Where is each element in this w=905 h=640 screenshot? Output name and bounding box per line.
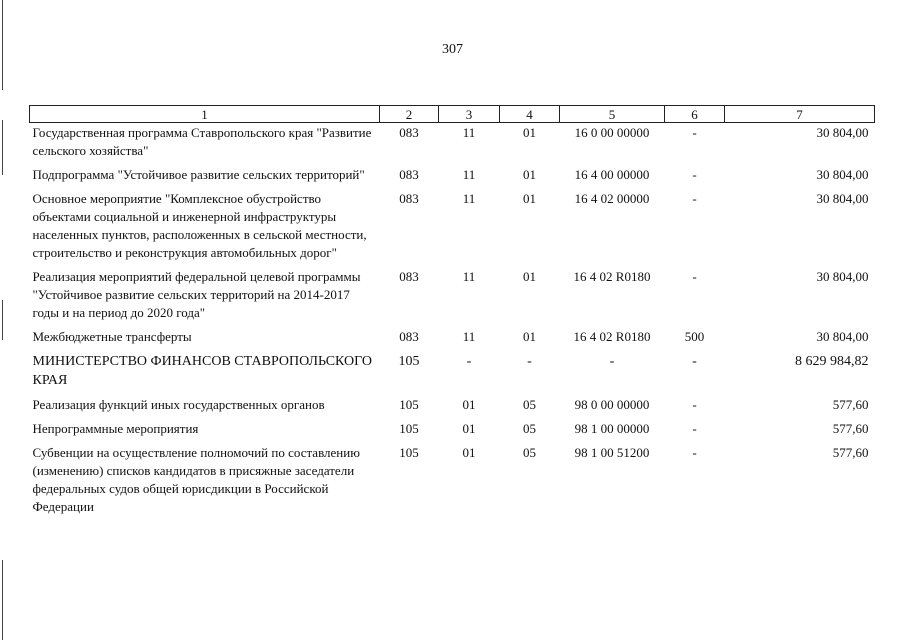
table-row bbox=[30, 443, 875, 521]
department-code: 105 bbox=[399, 421, 419, 436]
subsection-code: - bbox=[527, 354, 532, 369]
target-article-code: 98 1 00 51200 bbox=[574, 445, 650, 460]
section-code: 01 bbox=[462, 445, 476, 460]
department-code: 105 bbox=[399, 445, 419, 460]
subsection-code: 01 bbox=[523, 125, 536, 140]
item-name: Непрограммные мероприятия bbox=[32, 421, 199, 436]
department-code: 083 bbox=[399, 167, 419, 182]
department-code: 083 bbox=[399, 329, 419, 344]
column-header: 6 bbox=[665, 106, 725, 123]
table-row bbox=[30, 165, 875, 189]
target-article-code: 98 0 00 00000 bbox=[574, 397, 650, 412]
item-name: Подпрограмма "Устойчивое развитие сельских территорий" bbox=[32, 167, 365, 182]
subsection-code: 01 bbox=[523, 167, 536, 182]
subsection-code: 05 bbox=[523, 445, 536, 460]
department-code: 083 bbox=[399, 125, 419, 140]
column-header: 1 bbox=[30, 106, 380, 123]
column-header: 2 bbox=[380, 106, 439, 123]
table-row bbox=[30, 351, 875, 395]
table-row bbox=[30, 189, 875, 267]
amount: 30 804,00 bbox=[816, 191, 869, 206]
scan-edge-line bbox=[2, 120, 3, 175]
section-code: 11 bbox=[462, 167, 476, 182]
page-number: 307 bbox=[442, 42, 463, 57]
column-header: 3 bbox=[439, 106, 500, 123]
item-name: Межбюджетные трансферты bbox=[32, 329, 192, 344]
subsection-code: 05 bbox=[523, 421, 536, 436]
item-name: Основное мероприятие "Комплексное обустройство объектами социальной и инженерной инфраструктуры населенных пунктов, расположенных в сельской местности, строительство и реконструкция автомобильных дорог" bbox=[32, 191, 367, 260]
item-name: Реализация функций иных государственных органов bbox=[32, 397, 325, 412]
item-name: Субвенции на осуществление полномочий по составлению (изменению) списков кандидатов в присяжные заседатели федеральных судов общей юрисдикции в Российской Федерации bbox=[32, 445, 360, 514]
budget-table bbox=[29, 105, 875, 521]
expense-type-code: - bbox=[692, 445, 697, 460]
column-header: 4 bbox=[500, 106, 560, 123]
section-code: 11 bbox=[462, 191, 476, 206]
target-article-code: - bbox=[609, 354, 615, 369]
subsection-code: 05 bbox=[523, 397, 536, 412]
expense-type-code: 500 bbox=[684, 329, 705, 344]
section-code: 11 bbox=[462, 329, 476, 344]
subsection-code: 01 bbox=[523, 191, 536, 206]
amount: 577,60 bbox=[832, 445, 869, 460]
scan-edge-line bbox=[2, 560, 3, 640]
target-article-code: 16 4 00 00000 bbox=[574, 167, 650, 182]
expense-type-code: - bbox=[692, 269, 697, 284]
table-row bbox=[30, 123, 875, 166]
subsection-code: 01 bbox=[523, 329, 536, 344]
department-code: 083 bbox=[399, 191, 419, 206]
item-name: Реализация мероприятий федеральной целевой программы "Устойчивое развитие сельских территорий на 2014-2017 годы и на период до 2020 года" bbox=[32, 269, 361, 320]
column-header: 7 bbox=[725, 106, 875, 123]
department-code: 105 bbox=[399, 397, 419, 412]
column-number-row bbox=[30, 106, 875, 123]
target-article-code: 16 4 02 R0180 bbox=[573, 269, 651, 284]
department-code: 083 bbox=[399, 269, 419, 284]
target-article-code: 16 4 02 00000 bbox=[574, 191, 650, 206]
amount: 577,60 bbox=[832, 397, 869, 412]
section-code: - bbox=[466, 354, 472, 369]
amount: 30 804,00 bbox=[816, 167, 869, 182]
subsection-code: 01 bbox=[523, 269, 536, 284]
amount: 30 804,00 bbox=[816, 329, 869, 344]
section-code: 01 bbox=[462, 397, 476, 412]
target-article-code: 98 1 00 00000 bbox=[574, 421, 650, 436]
amount: 30 804,00 bbox=[816, 269, 869, 284]
item-name: МИНИСТЕРСТВО ФИНАНСОВ СТАВРОПОЛЬСКОГО КРАЯ bbox=[32, 354, 373, 388]
expense-type-code: - bbox=[692, 191, 697, 206]
expense-type-code: - bbox=[692, 397, 697, 412]
table-row bbox=[30, 267, 875, 327]
scan-edge-line bbox=[2, 300, 3, 340]
section-code: 11 bbox=[462, 269, 476, 284]
amount: 8 629 984,82 bbox=[795, 354, 869, 369]
table-row bbox=[30, 327, 875, 351]
section-code: 01 bbox=[462, 421, 476, 436]
table-row bbox=[30, 395, 875, 419]
expense-type-code: - bbox=[692, 421, 697, 436]
column-header: 5 bbox=[560, 106, 665, 123]
department-code: 105 bbox=[398, 354, 420, 369]
expense-type-code: - bbox=[692, 354, 697, 369]
table-row bbox=[30, 419, 875, 443]
target-article-code: 16 0 00 00000 bbox=[574, 125, 650, 140]
section-code: 11 bbox=[462, 125, 476, 140]
item-name: Государственная программа Ставропольского края "Развитие сельского хозяйства" bbox=[32, 125, 372, 158]
expense-type-code: - bbox=[692, 125, 697, 140]
expense-type-code: - bbox=[692, 167, 697, 182]
amount: 30 804,00 bbox=[816, 125, 869, 140]
amount: 577,60 bbox=[832, 421, 869, 436]
target-article-code: 16 4 02 R0180 bbox=[573, 329, 651, 344]
